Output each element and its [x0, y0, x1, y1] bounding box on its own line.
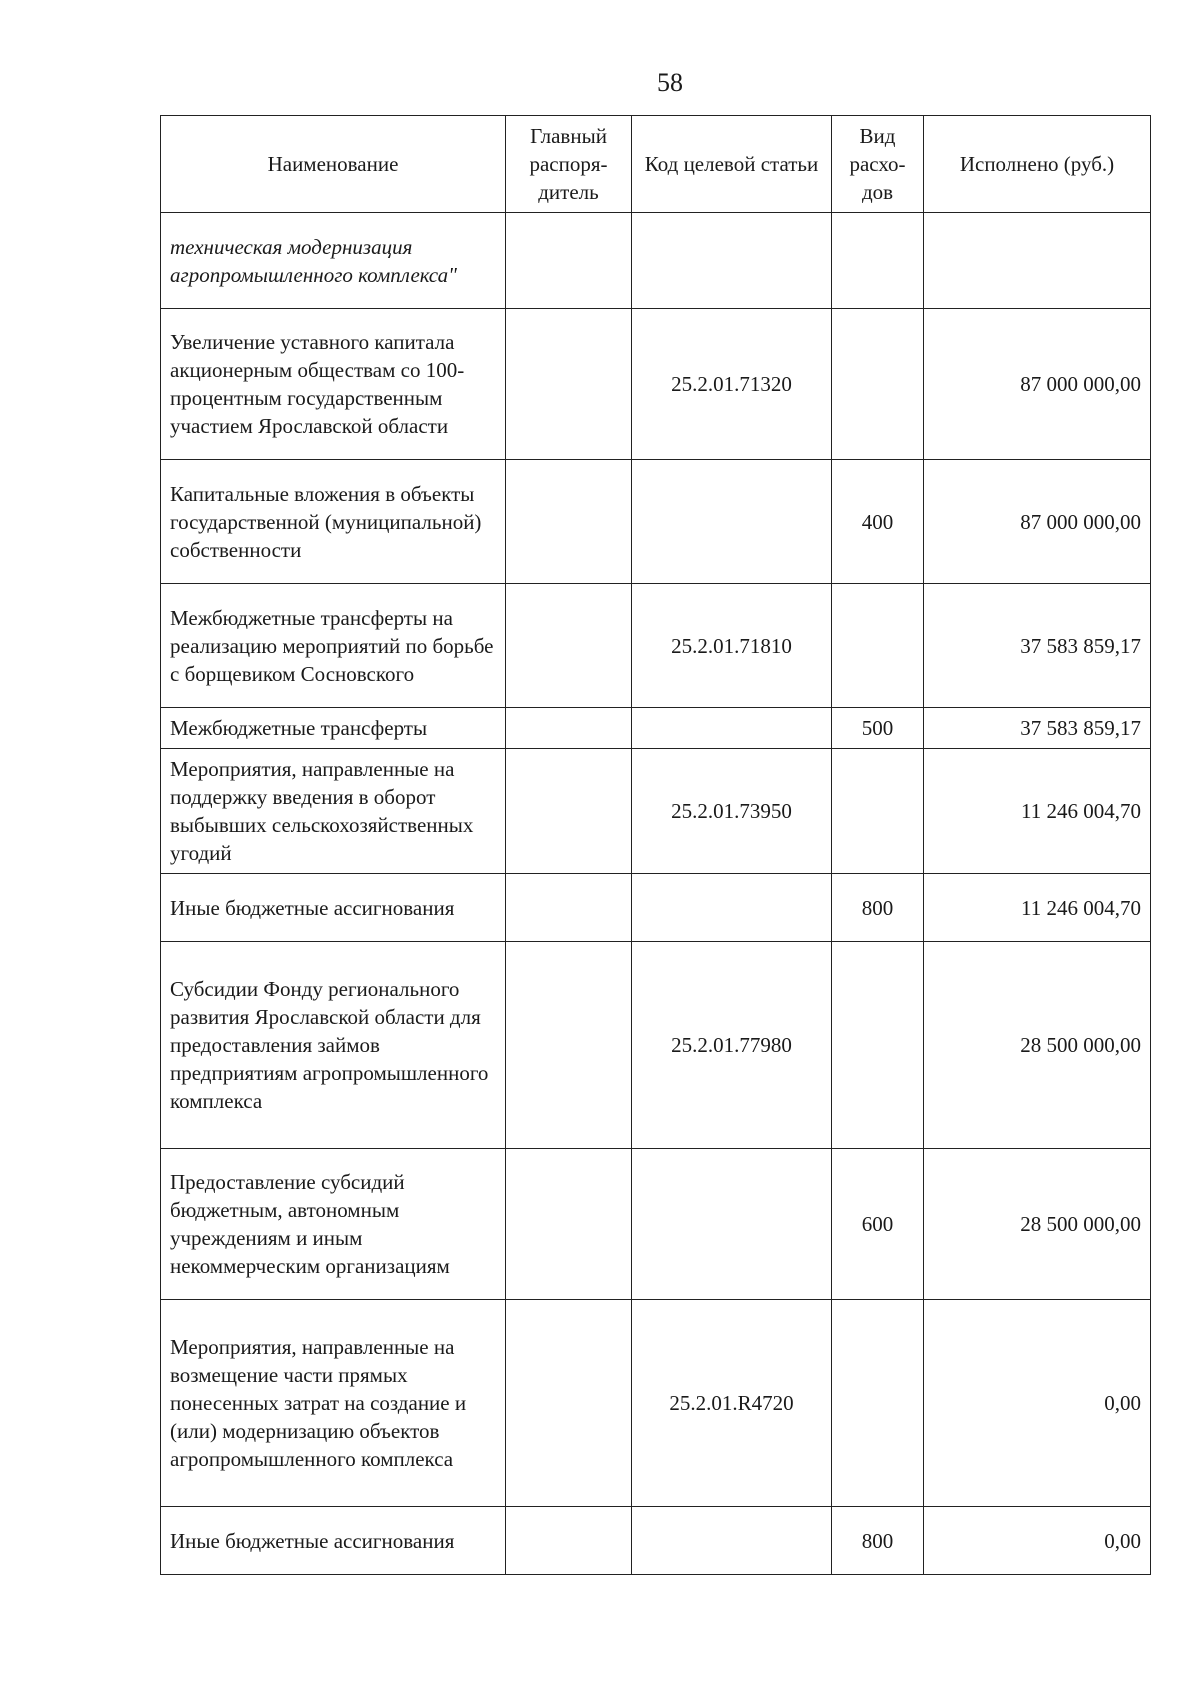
row-name: Мероприятия, направленные на поддержку введения в оборот выбывших сельскохозяйственных угодий [161, 749, 506, 874]
row-name: Иные бюджетные ассигнования [161, 874, 506, 942]
table-header [161, 116, 1151, 213]
row-type [832, 213, 924, 309]
row-type: 400 [832, 460, 924, 584]
row-name: техническая модернизация агропромышленного комплекса" [161, 213, 506, 309]
row-name: Иные бюджетные ассигнования [161, 1507, 506, 1575]
row-amount: 28 500 000,00 [924, 1149, 1151, 1300]
row-manager [506, 584, 632, 708]
row-code [632, 1507, 832, 1575]
row-manager [506, 874, 632, 942]
row-amount: 0,00 [924, 1507, 1151, 1575]
table-row [161, 708, 1151, 749]
row-code: 25.2.01.R4720 [632, 1300, 832, 1507]
row-name: Предоставление субсидий бюджетным, автономным учреждениям и иным некоммерческим организациям [161, 1149, 506, 1300]
row-name: Межбюджетные трансферты [161, 708, 506, 749]
table-row [161, 1149, 1151, 1300]
row-code [632, 1149, 832, 1300]
table-row [161, 460, 1151, 584]
row-manager [506, 708, 632, 749]
table-row [161, 309, 1151, 460]
row-code [632, 874, 832, 942]
row-manager [506, 1507, 632, 1575]
row-type: 800 [832, 1507, 924, 1575]
row-code [632, 708, 832, 749]
row-type: 600 [832, 1149, 924, 1300]
row-type [832, 309, 924, 460]
row-amount [924, 213, 1151, 309]
row-amount: 11 246 004,70 [924, 874, 1151, 942]
row-type [832, 942, 924, 1149]
row-code: 25.2.01.71810 [632, 584, 832, 708]
row-code: 25.2.01.71320 [632, 309, 832, 460]
row-type [832, 584, 924, 708]
row-name: Мероприятия, направленные на возмещение части прямых понесенных затрат на создание и (или) модернизацию объектов агропромышленного комплекса [161, 1300, 506, 1507]
row-manager [506, 213, 632, 309]
row-code [632, 460, 832, 584]
table-row [161, 942, 1151, 1149]
table-row [161, 1300, 1151, 1507]
row-amount: 87 000 000,00 [924, 309, 1151, 460]
row-manager [506, 309, 632, 460]
row-name: Увеличение уставного капитала акционерным обществам со 100-процентным государственным участием Ярославской области [161, 309, 506, 460]
row-code [632, 213, 832, 309]
row-type: 800 [832, 874, 924, 942]
row-manager [506, 460, 632, 584]
header-name: Наименование [161, 116, 506, 213]
row-amount: 11 246 004,70 [924, 749, 1151, 874]
row-name: Субсидии Фонду регионального развития Ярославской области для предоставления займов предприятиям агропромышленного комплекса [161, 942, 506, 1149]
row-amount: 37 583 859,17 [924, 708, 1151, 749]
row-manager [506, 749, 632, 874]
row-manager [506, 1149, 632, 1300]
row-manager [506, 1300, 632, 1507]
row-manager [506, 942, 632, 1149]
row-amount: 0,00 [924, 1300, 1151, 1507]
header-expense-type: Вид расхо-дов [832, 116, 924, 213]
row-type [832, 1300, 924, 1507]
row-amount: 87 000 000,00 [924, 460, 1151, 584]
row-amount: 37 583 859,17 [924, 584, 1151, 708]
row-code: 25.2.01.73950 [632, 749, 832, 874]
table-row [161, 749, 1151, 874]
row-name: Межбюджетные трансферты на реализацию мероприятий по борьбе с борщевиком Сосновского [161, 584, 506, 708]
table-row [161, 213, 1151, 309]
header-executed: Исполнено (руб.) [924, 116, 1151, 213]
table-row [161, 584, 1151, 708]
budget-table [160, 115, 1151, 1575]
table-row [161, 874, 1151, 942]
header-manager: Главный распоря-дитель [506, 116, 632, 213]
row-name: Капитальные вложения в объекты государственной (муниципальной) собственности [161, 460, 506, 584]
row-code: 25.2.01.77980 [632, 942, 832, 1149]
header-code: Код целевой статьи [632, 116, 832, 213]
table-row [161, 1507, 1151, 1575]
row-type: 500 [832, 708, 924, 749]
row-amount: 28 500 000,00 [924, 942, 1151, 1149]
page-number: 58 [657, 68, 683, 97]
row-type [832, 749, 924, 874]
